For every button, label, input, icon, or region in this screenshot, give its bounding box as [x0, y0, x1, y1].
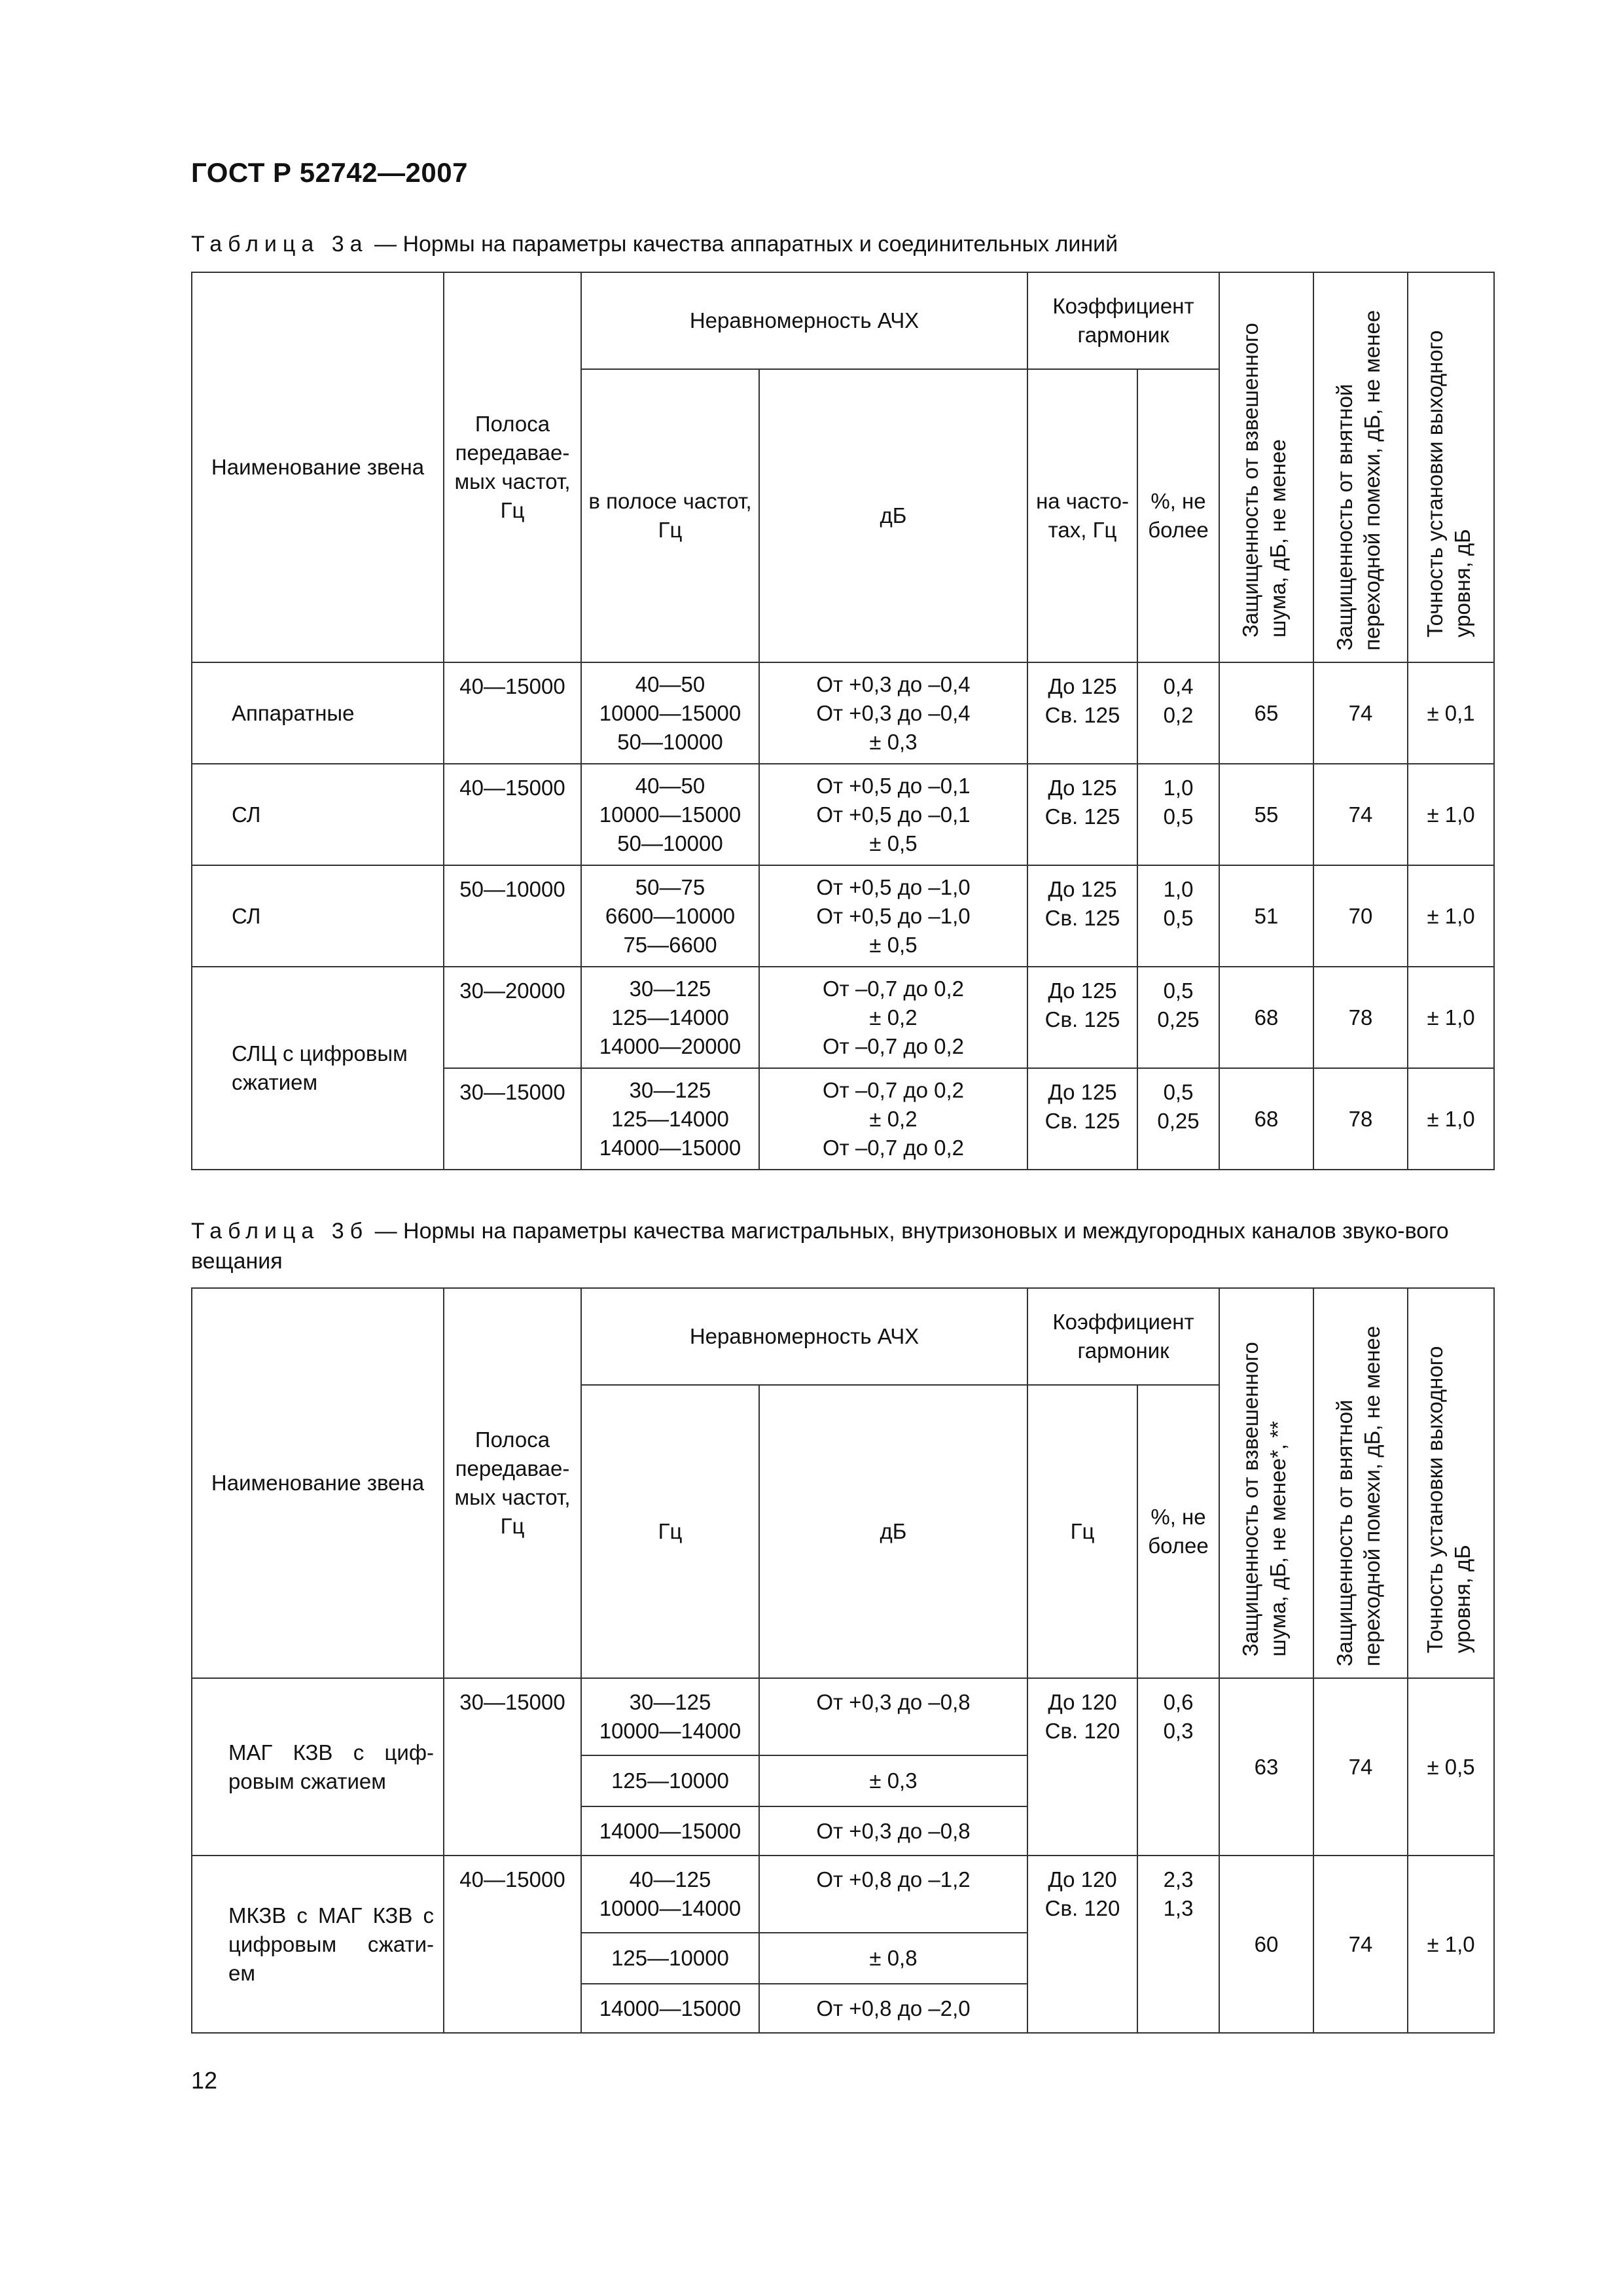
header-afc-db: дБ — [759, 369, 1027, 662]
header-harm-pct: %, не более — [1137, 369, 1219, 662]
sub-freq: 14000—15000 — [581, 1806, 759, 1856]
table-b — [191, 1287, 1495, 2034]
row-name: СЛ — [192, 865, 444, 967]
header-crosstalk: Защищенность от внятной переходной помехи, дБ, не менее — [1313, 1288, 1408, 1678]
row-accuracy: ± 1,0 — [1408, 967, 1494, 1068]
sub-freq: 125—10000 — [581, 1933, 759, 1984]
group-harm-pct: 2,3 1,3 — [1137, 1856, 1219, 2033]
group-band: 30—15000 — [444, 1678, 581, 1856]
row-accuracy: ± 1,0 — [1408, 764, 1494, 865]
table-b-title: — Нормы на параметры качества магистральных, внутризоновых и междугородных каналов звуко-вого вещания — [191, 1219, 1449, 1274]
group-band: 40—15000 — [444, 1856, 581, 2033]
header-harm-freq: на часто-тах, Гц — [1027, 369, 1137, 662]
row-accuracy: ± 1,0 — [1408, 1068, 1494, 1170]
row-freq: 50—75 6600—10000 75—6600 — [581, 865, 759, 967]
header-harmonics: Коэффициент гармоник — [1027, 272, 1219, 369]
header-afc: Неравномерность АЧХ — [581, 272, 1027, 369]
sub-freq: 40—125 10000—14000 — [581, 1856, 759, 1933]
table-b-caption — [191, 1216, 1500, 1276]
sub-db: От +0,8 до –1,2 — [759, 1856, 1027, 1933]
group-accuracy: ± 0,5 — [1408, 1678, 1494, 1856]
row-accuracy: ± 1,0 — [1408, 865, 1494, 967]
row-band: 50—10000 — [444, 865, 581, 967]
table-row — [192, 764, 1494, 865]
table-row — [192, 865, 1494, 967]
sub-db: От +0,8 до –2,0 — [759, 1984, 1027, 2033]
group-crosstalk: 74 — [1313, 1856, 1408, 2033]
row-harm-freq: До 125 Св. 125 — [1027, 662, 1137, 764]
row-db: От +0,5 до –1,0 От +0,5 до –1,0 ± 0,5 — [759, 865, 1027, 967]
header-name: Наименование звена — [192, 1288, 444, 1678]
row-harm-pct: 0,5 0,25 — [1137, 1068, 1219, 1170]
header-band: Полоса передавае-мых частот, Гц — [444, 272, 581, 662]
row-db: От +0,5 до –0,1 От +0,5 до –0,1 ± 0,5 — [759, 764, 1027, 865]
table-b-label: Таблица 3б — [191, 1219, 369, 1244]
table-a-title: — Нормы на параметры качества аппаратных и соединительных линий — [368, 232, 1118, 257]
sub-db: ± 0,8 — [759, 1933, 1027, 1984]
sub-db: ± 0,3 — [759, 1755, 1027, 1806]
header-harmonics: Коэффициент гармоник — [1027, 1288, 1219, 1385]
group-harm-freq: До 120 Св. 120 — [1027, 1856, 1137, 2033]
row-db: От +0,3 до –0,4 От +0,3 до –0,4 ± 0,3 — [759, 662, 1027, 764]
row-band: 30—20000 — [444, 967, 581, 1068]
row-harm-pct: 1,0 0,5 — [1137, 764, 1219, 865]
row-freq: 40—50 10000—15000 50—10000 — [581, 764, 759, 865]
row-noise: 55 — [1219, 764, 1313, 865]
sub-freq: 14000—15000 — [581, 1984, 759, 2033]
row-band: 40—15000 — [444, 662, 581, 764]
sub-db: От +0,3 до –0,8 — [759, 1678, 1027, 1755]
group-harm-freq: До 120 Св. 120 — [1027, 1678, 1137, 1856]
row-freq: 40—50 10000—15000 50—10000 — [581, 662, 759, 764]
table-a-caption — [191, 229, 1500, 259]
group-noise: 60 — [1219, 1856, 1313, 2033]
header-band: Полоса передавае-мых частот, Гц — [444, 1288, 581, 1678]
header-afc: Неравномерность АЧХ — [581, 1288, 1027, 1385]
row-band: 30—15000 — [444, 1068, 581, 1170]
group-harm-pct: 0,6 0,3 — [1137, 1678, 1219, 1856]
row-harm-freq: До 125 Св. 125 — [1027, 967, 1137, 1068]
table-a — [191, 272, 1495, 1170]
row-noise: 65 — [1219, 662, 1313, 764]
row-harm-pct: 1,0 0,5 — [1137, 865, 1219, 967]
table-row — [192, 967, 1494, 1068]
document-code: ГОСТ Р 52742—2007 — [191, 157, 468, 188]
table-a-label: Таблица 3а — [191, 232, 368, 257]
row-harm-pct: 0,4 0,2 — [1137, 662, 1219, 764]
header-accuracy: Точность установки выходного уровня, дБ — [1408, 272, 1494, 662]
sub-db: От +0,3 до –0,8 — [759, 1806, 1027, 1856]
row-noise: 68 — [1219, 1068, 1313, 1170]
header-crosstalk: Защищенность от внятной переходной помехи, дБ, не менее — [1313, 272, 1408, 662]
group-accuracy: ± 1,0 — [1408, 1856, 1494, 2033]
group-crosstalk: 74 — [1313, 1678, 1408, 1856]
group-name: МАГ КЗВ с циф-ровым сжатием — [192, 1678, 444, 1856]
header-afc-band: Гц — [581, 1385, 759, 1678]
row-crosstalk: 74 — [1313, 662, 1408, 764]
header-accuracy: Точность установки выходного уровня, дБ — [1408, 1288, 1494, 1678]
group-name: МКЗВ с МАГ КЗВ с цифровым сжати-ем — [192, 1856, 444, 2033]
row-accuracy: ± 0,1 — [1408, 662, 1494, 764]
row-crosstalk: 78 — [1313, 1068, 1408, 1170]
header-harm-pct: %, не более — [1137, 1385, 1219, 1678]
row-noise: 51 — [1219, 865, 1313, 967]
table-row — [192, 1678, 1494, 1755]
header-afc-db: дБ — [759, 1385, 1027, 1678]
table-row — [192, 662, 1494, 764]
row-harm-freq: До 125 Св. 125 — [1027, 764, 1137, 865]
header-afc-band: в полосе частот, Гц — [581, 369, 759, 662]
row-name: Аппаратные — [192, 662, 444, 764]
table-row — [192, 1856, 1494, 1933]
row-freq: 30—125 125—14000 14000—20000 — [581, 967, 759, 1068]
sub-freq: 30—125 10000—14000 — [581, 1678, 759, 1755]
row-db: От –0,7 до 0,2 ± 0,2 От –0,7 до 0,2 — [759, 1068, 1027, 1170]
header-name: Наименование звена — [192, 272, 444, 662]
page-number: 12 — [191, 2067, 218, 2094]
row-name: СЛЦ с цифровым сжатием — [192, 967, 444, 1170]
row-crosstalk: 74 — [1313, 764, 1408, 865]
row-db: От –0,7 до 0,2 ± 0,2 От –0,7 до 0,2 — [759, 967, 1027, 1068]
header-harm-freq: Гц — [1027, 1385, 1137, 1678]
row-harm-freq: До 125 Св. 125 — [1027, 1068, 1137, 1170]
row-crosstalk: 70 — [1313, 865, 1408, 967]
header-noise: Защищенность от взвешенного шума, дБ, не менее*, ** — [1219, 1288, 1313, 1678]
row-noise: 68 — [1219, 967, 1313, 1068]
row-band: 40—15000 — [444, 764, 581, 865]
row-crosstalk: 78 — [1313, 967, 1408, 1068]
row-harm-pct: 0,5 0,25 — [1137, 967, 1219, 1068]
sub-freq: 125—10000 — [581, 1755, 759, 1806]
group-noise: 63 — [1219, 1678, 1313, 1856]
row-name: СЛ — [192, 764, 444, 865]
row-harm-freq: До 125 Св. 125 — [1027, 865, 1137, 967]
row-freq: 30—125 125—14000 14000—15000 — [581, 1068, 759, 1170]
header-noise: Защищенность от взвешенного шума, дБ, не менее — [1219, 272, 1313, 662]
